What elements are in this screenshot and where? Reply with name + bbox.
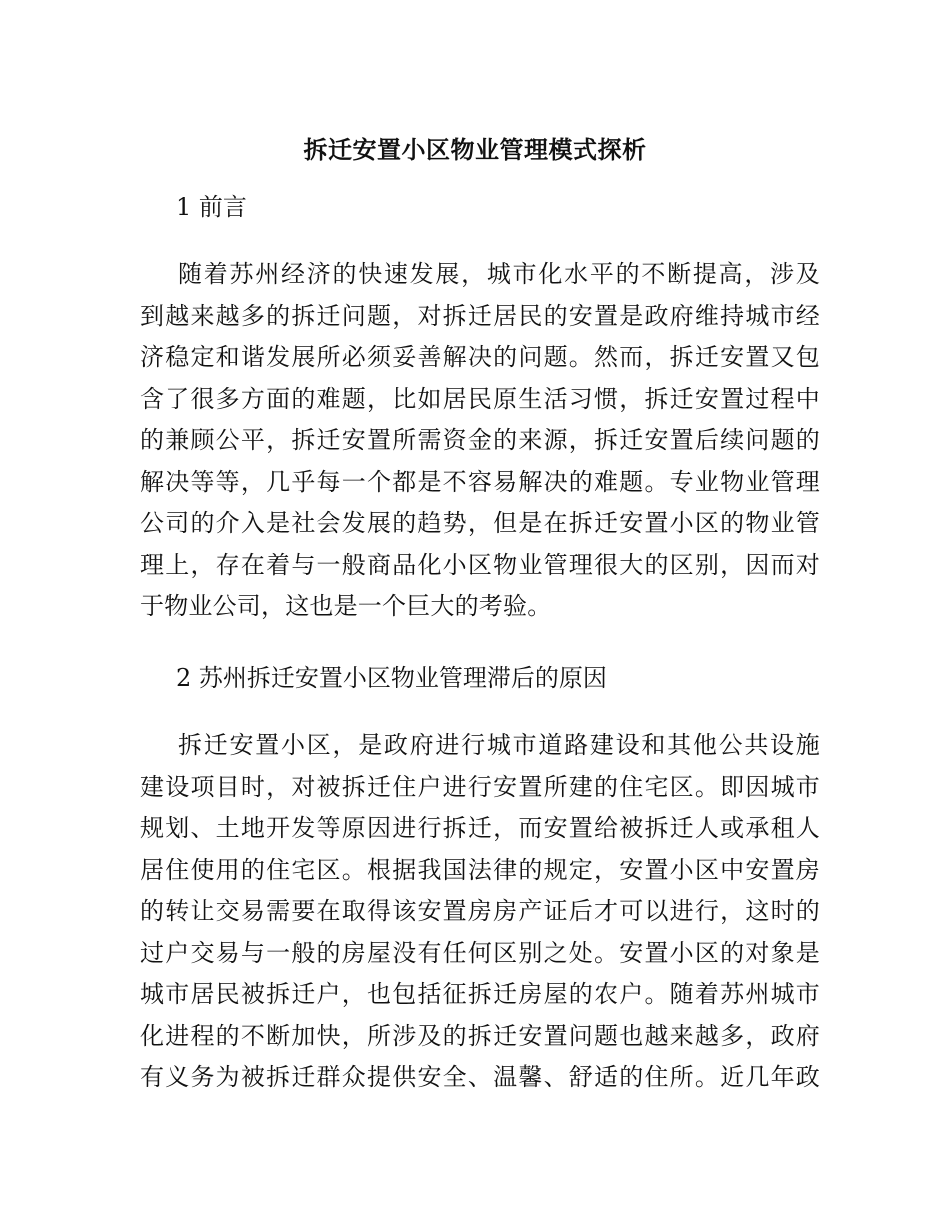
paragraph-line: 过户交易与一般的房屋没有任何区别之处。安置小区的对象是 <box>140 938 820 967</box>
paragraph-line: 含了很多方面的难题，比如居民原生活习惯，拆迁安置过程中 <box>140 384 820 413</box>
paragraph-line: 拆迁安置小区，是政府进行城市道路建设和其他公共设施 <box>178 731 820 759</box>
paragraph-line: 城市居民被拆迁户，也包括征拆迁房屋的农户。随着苏州城市 <box>140 980 820 1008</box>
paragraph-line: 济稳定和谐发展所必须妥善解决的问题。然而，拆迁安置又包 <box>140 343 820 371</box>
paragraph-line: 理上，存在着与一般商品化小区物业管理很大的区别，因而对 <box>140 550 820 579</box>
paragraph-line: 规划、土地开发等原因进行拆迁，而安置给被拆迁人或承租人 <box>140 814 820 842</box>
paragraph-line: 有义务为被拆迁群众提供安全、温馨、舒适的住所。近几年政 <box>140 1063 820 1091</box>
section-heading-reasons: 2 苏州拆迁安置小区物业管理滞后的原因 <box>176 664 607 692</box>
paragraph-line: 建设项目时，对被拆迁住户进行安置所建的住宅区。即因城市 <box>140 772 820 801</box>
paragraph-line: 的兼顾公平，拆迁安置所需资金的来源，拆迁安置后续问题的 <box>140 426 820 454</box>
paragraph-intro <box>140 254 820 628</box>
paragraph-line: 到越来越多的拆迁问题，对拆迁居民的安置是政府维持城市经 <box>140 301 820 330</box>
paragraph-line: 解决等等，几乎每一个都是不容易解决的难题。专业物业管理 <box>140 467 820 496</box>
paragraph-line: 于物业公司，这也是一个巨大的考验。 <box>140 592 552 620</box>
paragraph-line: 公司的介入是社会发展的趋势，但是在拆迁安置小区的物业管 <box>140 509 820 537</box>
paragraph-line: 的转让交易需要在取得该安置房房产证后才可以进行，这时的 <box>140 897 820 925</box>
paragraph-line: 居住使用的住宅区。根据我国法律的规定，安置小区中安置房 <box>140 855 820 884</box>
paragraph-line: 随着苏州经济的快速发展，城市化水平的不断提高，涉及 <box>178 260 820 288</box>
paragraph-reasons <box>140 725 820 1099</box>
document-title: 拆迁安置小区物业管理模式探析 <box>303 135 647 164</box>
section-heading-intro: 1 前言 <box>176 193 247 221</box>
paragraph-line: 化进程的不断加快，所涉及的拆迁安置问题也越来越多，政府 <box>140 1021 820 1050</box>
